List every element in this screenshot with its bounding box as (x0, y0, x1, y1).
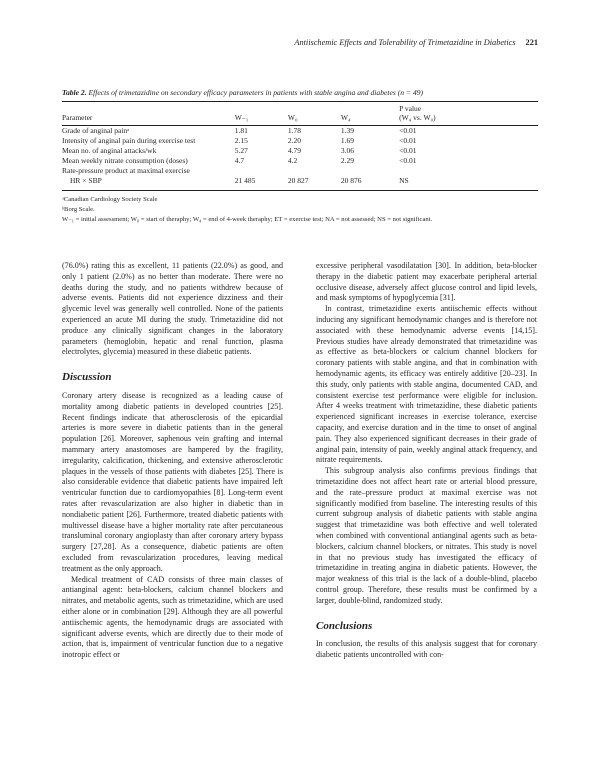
paragraph: Medical treatment of CAD consists of three main classes of antianginal agent: beta-blockers, calcium channel blockers and nitrates, and metabolic agents, such as trimetazidine, which are used either alone or in combination [29]. Although they are all powerful antiischemic agents, the hemodynamic drugs are associated with significant adverse events, which are directly due to their mode of action, that is, impairment of ventricular function due to a negative inotropic effect or (62, 574, 283, 660)
header-parameter: Parameter (62, 113, 93, 122)
paragraph: In contrast, trimetazidine exerts antiischemic effects without inducing any significant hemodynamic changes and is therefore not associated with these hemodynamic adverse events [14,15]. Previous studies have already demonstrated that trimetazidine was as effective as beta-blockers or calcium channel blockers for coronary patients with stable angina, and that in combination with hemodynamic agents, its efficacy was entirely additive [20–23]. In this study, only patients with stable angina, documented CAD, and consistent exercise test performance were eligible for inclusion. After 4 weeks treatment with trimetazidine, these diabetic patients experienced significant increases in exercise tolerance, exercise capacity, and exercise duration and in the time to onset of anginal pain. They also experienced significant decreases in their grade of anginal pain, intensity of pain, weekly anginal attack frequency, and nitrate requirements. (316, 304, 537, 465)
table-row (62, 136, 538, 146)
cell-p: <0.01 (399, 145, 417, 155)
cell-w4: 1.39 (340, 125, 355, 135)
cell-w-minus1: 21 485 (234, 175, 256, 185)
paragraph: In conclusion, the results of this analysis suggest that for coronary diabetic patients uncontrolled with con- (316, 639, 537, 660)
table-label: Table 2. (62, 88, 87, 97)
table-2 (62, 88, 538, 224)
cell-parameter: Mean weekly nitrate consumption (doses) (62, 155, 188, 165)
paragraph: excessive peripheral vasodilatation [30]. In addition, beta-blocker therapy in the diabetic patient may exacerbate peripheral arterial occlusive disease, adversely affect glucose control and lipid levels, and mask symptoms of hypoglycemia [31]. (316, 261, 537, 303)
table-row (62, 156, 538, 166)
header-w-minus1: W₋₁ (234, 113, 249, 122)
cell-w4: 3.06 (340, 145, 355, 155)
cell-p: <0.01 (399, 155, 417, 165)
table-header-row (62, 102, 538, 126)
table-footnotes (62, 190, 538, 224)
table-row (62, 126, 538, 136)
paragraph: (76.0%) rating this as excellent, 11 patients (22.0%) as good, and only 1 patient (2.0%) as no better than moderate. There were no deaths during the study, and no patients withdrew because of adverse events. Patients did not experience dizziness and their glycemic level was generally well controlled. None of the patients experienced an acute MI during the study. Trimetazidine did not produce any clinically significant changes in the laboratory parameters (hemoglobin, hepatic and renal function, plasma electrolytes, glycemia) measured in these diabetic patients. (62, 261, 283, 357)
paragraph: This subgroup analysis also confirms previous findings that trimetazidine does not affect heart rate or arterial blood pressure, and the rate–pressure product at maximal exercise was not significantly modified from baseline. The interesting results of this current subgroup analysis of diabetic patients with stable angina suggest that trimetazidine was both effective and well tolerated when combined with conventional antianginal agents such as beta-blockers, calcium channel blockers, or nitrates. This study is novel in that no previous study has investigated the efficacy of trimetazidine in treating angina in diabetic patients. However, the major weakness of this trial is the lack of a double-blind, placebo control group. Therefore, these results must be confirmed by a larger, double-blind, randomized study. (316, 466, 537, 605)
conclusions-heading: Conclusions (316, 619, 373, 632)
cell-p (399, 166, 538, 176)
cell-parameter: Grade of anginal painᵃ (62, 125, 130, 135)
cell-w4: 1.69 (340, 135, 355, 145)
cell-p: <0.01 (399, 125, 417, 135)
cell-w-minus1 (235, 166, 288, 176)
footnote-a: ᵃCanadian Cardiology Society Scale (62, 196, 158, 204)
cell-w0: 4.79 (287, 145, 301, 155)
cell-p: NS (399, 175, 409, 185)
cell-w0: 4.2 (287, 155, 298, 165)
running-head-title: Antiischemic Effects and Tolerability of Trimetazidine in Diabetics (294, 38, 516, 47)
header-p-value-label: P value (399, 104, 422, 113)
cell-w4: 2.29 (340, 155, 355, 165)
cell-w-minus1: 1.81 (234, 125, 248, 135)
footnote-abbreviations: W₋₁ = initial assessment; W₀ = start of theraphy; W₄ = end of 4-week theraphy; ET = exercise test; NA = not assessed; NS = not significant. (62, 215, 433, 223)
cell-parameter: HR × SBP (70, 175, 102, 185)
cell-w4 (341, 166, 399, 176)
cell-w0: 20 827 (287, 175, 309, 185)
table-row (62, 146, 538, 156)
cell-w-minus1: 5.27 (234, 145, 248, 155)
header-w0: W₀ (287, 113, 298, 122)
header-p-value (399, 102, 538, 126)
cell-w0: 1.78 (287, 125, 301, 135)
table-row (62, 176, 538, 190)
table-caption-text: Effects of trimetazidine on secondary efficacy parameters in patients with stable angina and diabetes (n = 49) (88, 88, 424, 97)
table-caption (62, 88, 538, 97)
header-w4: W₄ (340, 113, 351, 122)
cell-w-minus1: 2.15 (234, 135, 248, 145)
header-p-value-sub: (W₄ vs. W₀) (399, 113, 436, 122)
running-head (294, 38, 538, 47)
page-number: 221 (525, 38, 538, 47)
cell-parameter: Mean no. of anginal attacks/wk (62, 145, 157, 155)
table-row (62, 166, 538, 176)
cell-w0: 2.20 (287, 135, 301, 145)
discussion-heading: Discussion (62, 371, 112, 384)
cell-p: <0.01 (399, 135, 417, 145)
cell-w0 (288, 166, 341, 176)
left-column (62, 261, 283, 661)
right-column (316, 261, 537, 661)
footnote-b: ᵇBorg Scale. (62, 205, 95, 213)
paragraph: Coronary artery disease is recognized as a leading cause of mortality among diabetic patients in developed countries [25]. Recent findings indicate that atherosclerosis of the epicardial arteries is more severe in diabetic patients than in the general population [26]. Moreover, saphenous vein grafting and internal mammary artery anastomoses are hampered by the fragility, irregularity, calcification, thickening, and extensive atherosclerotic plaques in the vessels of those patients with diabetes [25]. There is also considerable evidence that diabetic patients have impaired left ventricular function due to cardiomyopathies [8]. Long-term event rates after revascularization are also higher in diabetic than in nondiabetic patient [26]. Furthermore, treated diabetic patients with multivessel disease have a higher mortality rate after percutaneous transluminal coronary angioplasty than after coronary artery bypass surgery [27,28]. As a consequence, diabetic patients are often excluded from revascularization procedures, leaving medical treatment as the only approach. (62, 390, 283, 573)
cell-w-minus1: 4.7 (234, 155, 245, 165)
cell-parameter: Intensity of anginal pain during exercise test (62, 135, 196, 145)
cell-parameter: Rate-pressure product at maximal exercise (62, 165, 190, 175)
cell-w4: 20 876 (340, 175, 362, 185)
efficacy-table (62, 101, 538, 190)
